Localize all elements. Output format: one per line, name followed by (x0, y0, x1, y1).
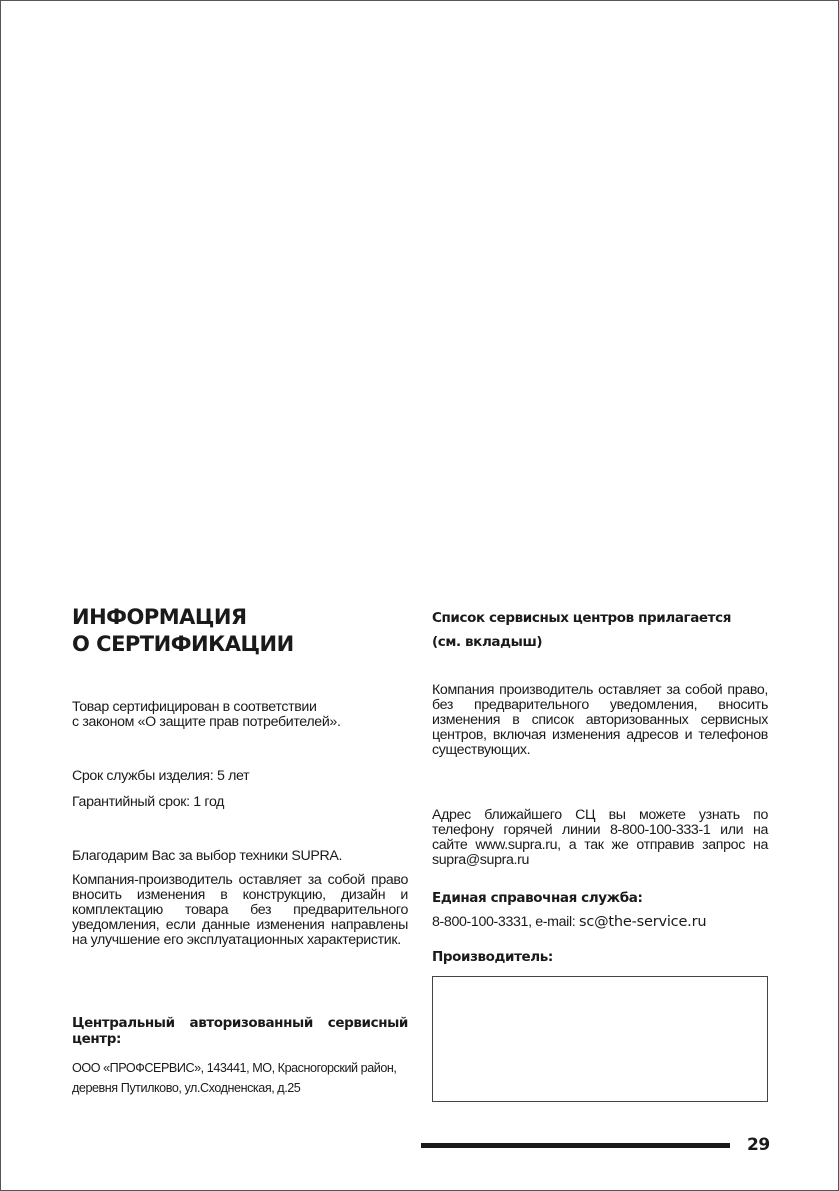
nearest-service-info: Адрес ближайшего СЦ вы можете узнать по телефону горячей линии 8-800-100-333-1 или на сайте www.supra.ru, а так же отправив запрос на supra@supra.ru (432, 807, 768, 868)
central-service-center-heading: Центральный авторизованный сервисный центр: (72, 1015, 408, 1047)
helpdesk-contacts (432, 913, 768, 931)
manufacturer-box (432, 976, 768, 1102)
helpdesk-email[interactable]: sc@the-service.ru (578, 914, 707, 930)
certification-title (72, 604, 294, 658)
service-life: Срок службы изделия: 5 лет (72, 768, 250, 784)
helpdesk-phone: 8-800-100-3331, e-mail: (432, 914, 579, 930)
cert-line-2: с законом «О защите прав потребителей». (72, 714, 341, 730)
service-list-note (432, 606, 768, 654)
central-service-center-address (72, 1058, 408, 1098)
cert-line-1: Товар сертифицирован в соответствии (72, 699, 317, 715)
certification-statement (72, 700, 408, 730)
address-line-1: ООО «ПРОФСЕРВИС», 143441, МО, Красногорский район, (72, 1061, 397, 1075)
helpdesk-heading: Единая справочная служба: (432, 890, 643, 906)
service-list-line-2: (см. вкладыш) (432, 634, 543, 650)
title-line-2: О СЕРТИФИКАЦИИ (72, 632, 294, 656)
manufacturer-rights-text: Компания-производитель оставляет за собой право вносить изменения в конструкцию, дизайн и комплектацию товара без предварительного уведомления, если данные изменения направлены на улучшение его эксплуатационных характеристик. (72, 872, 408, 948)
company-rights-text: Компания производитель оставляет за собой право, без предварительного уведомления, вносить изменения в список авторизованных сервисных центров, включая изменения адресов и телефонов существующих. (432, 682, 768, 758)
warranty-period: Гарантийный срок: 1 год (72, 794, 225, 810)
address-line-2: деревня Путилково, ул.Сходненская, д.25 (72, 1081, 301, 1095)
thanks-text: Благодарим Вас за выбор техники SUPRA. (72, 848, 343, 864)
service-list-line-1: Список сервисных центров прилагается (432, 610, 731, 626)
page-number: 29 (747, 1135, 770, 1155)
footer-bar (421, 1143, 730, 1148)
title-line-1: ИНФОРМАЦИЯ (72, 605, 247, 629)
manufacturer-heading: Производитель: (432, 949, 553, 965)
